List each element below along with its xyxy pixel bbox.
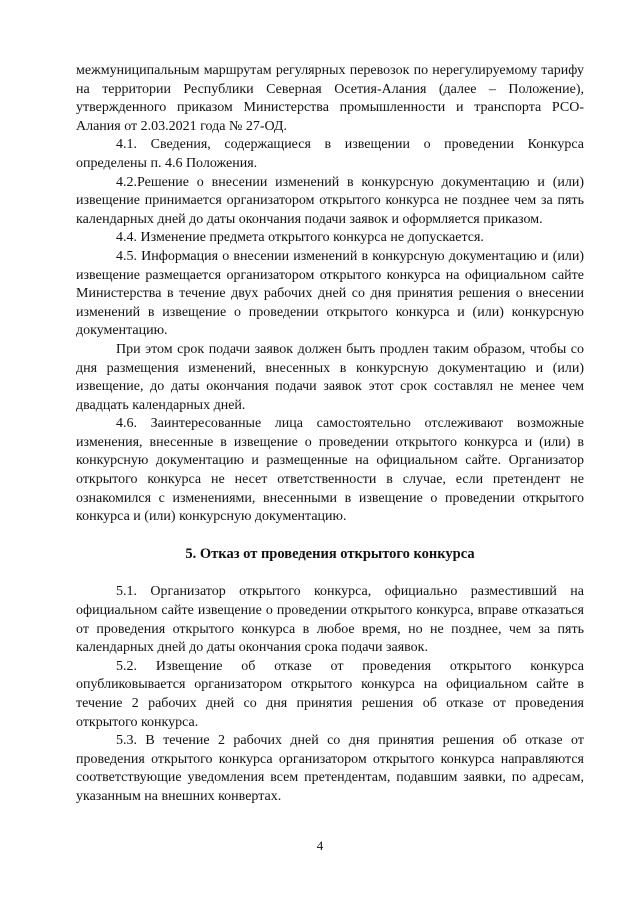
document-page (76, 62, 584, 807)
paragraph-4-2: 4.2.Решение о внесении изменений в конкурсную документацию и (или) извещение принимается организатором открытого конкурса не позднее чем за пять календарных дней до даты окончания подачи заявок и оформляется приказом. (76, 174, 584, 227)
paragraph-4-6: 4.6. Заинтересованные лица самостоятельно отслеживают возможные изменения, внесенные в извещение о проведении открытого конкурса и (или) в конкурсную документацию и размещенные на официальном сайте. Организатор открытого конкурса не несет ответственности в случае, если претендент не ознакомился с изменениями, внесенными в извещение о проведении открытого конкурса и (или) конкурсную документацию. (76, 416, 584, 525)
paragraph-continuation: межмуниципальным маршрутам регулярных перевозок по нерегулируемому тарифу на территории Республики Северная Осетия-Алания (далее – Положение), утвержденного приказом Министерства промышленности и транспорта РСО-Алания от 2.03.2021 года № 27-ОД. (76, 63, 584, 134)
paragraph-4-1: 4.1. Сведения, содержащиеся в извещении о проведении Конкурса определены п. 4.6 Положения. (76, 137, 584, 171)
paragraph-5-3: 5.3. В течение 2 рабочих дней со дня принятия решения об отказе от проведения открытого конкурса организатором открытого конкурса направляются соответствующие уведомления всем претендентам, подавшим заявки, по адресам, указанным на внешних конвертах. (76, 733, 584, 804)
page-number: 4 (316, 838, 324, 853)
paragraph-4-5: 4.5. Информация о внесении изменений в конкурсную документацию и (или) извещение размещается организатором открытого конкурса на официальном сайте Министерства в течение двух рабочих дней со дня принятия решения о внесении изменений в извещение о проведении открытого конкурса и (или) конкурсную документацию. (76, 248, 584, 339)
paragraph-4-4: 4.4. Изменение предмета открытого конкурса не допускается. (116, 230, 484, 246)
section-heading: 5. Отказ от проведения открытого конкурса (185, 545, 475, 562)
paragraph-4-5-extension: При этом срок подачи заявок должен быть продлен таким образом, чтобы со дня размещения изменений, внесенных в конкурсную документацию и (или) извещение, до даты окончания подачи заявок этот срок составлял не менее чем двадцать календарных дней. (76, 341, 584, 413)
paragraph-5-2: 5.2. Извещение об отказе от проведения открытого конкурса опубликовывается организатором открытого конкурса на официальном сайте в течение 2 рабочих дней со дня принятия решения об отказе от проведения открытого конкурса. (76, 658, 584, 730)
paragraph-5-1: 5.1. Организатор открытого конкурса, официально разместивший на официальном сайте извещение о проведении открытого конкурса, вправе отказаться от проведения открытого конкурса в любое время, но не позднее, чем за пять календарных дней до даты окончания срока подачи заявок. (76, 584, 584, 656)
